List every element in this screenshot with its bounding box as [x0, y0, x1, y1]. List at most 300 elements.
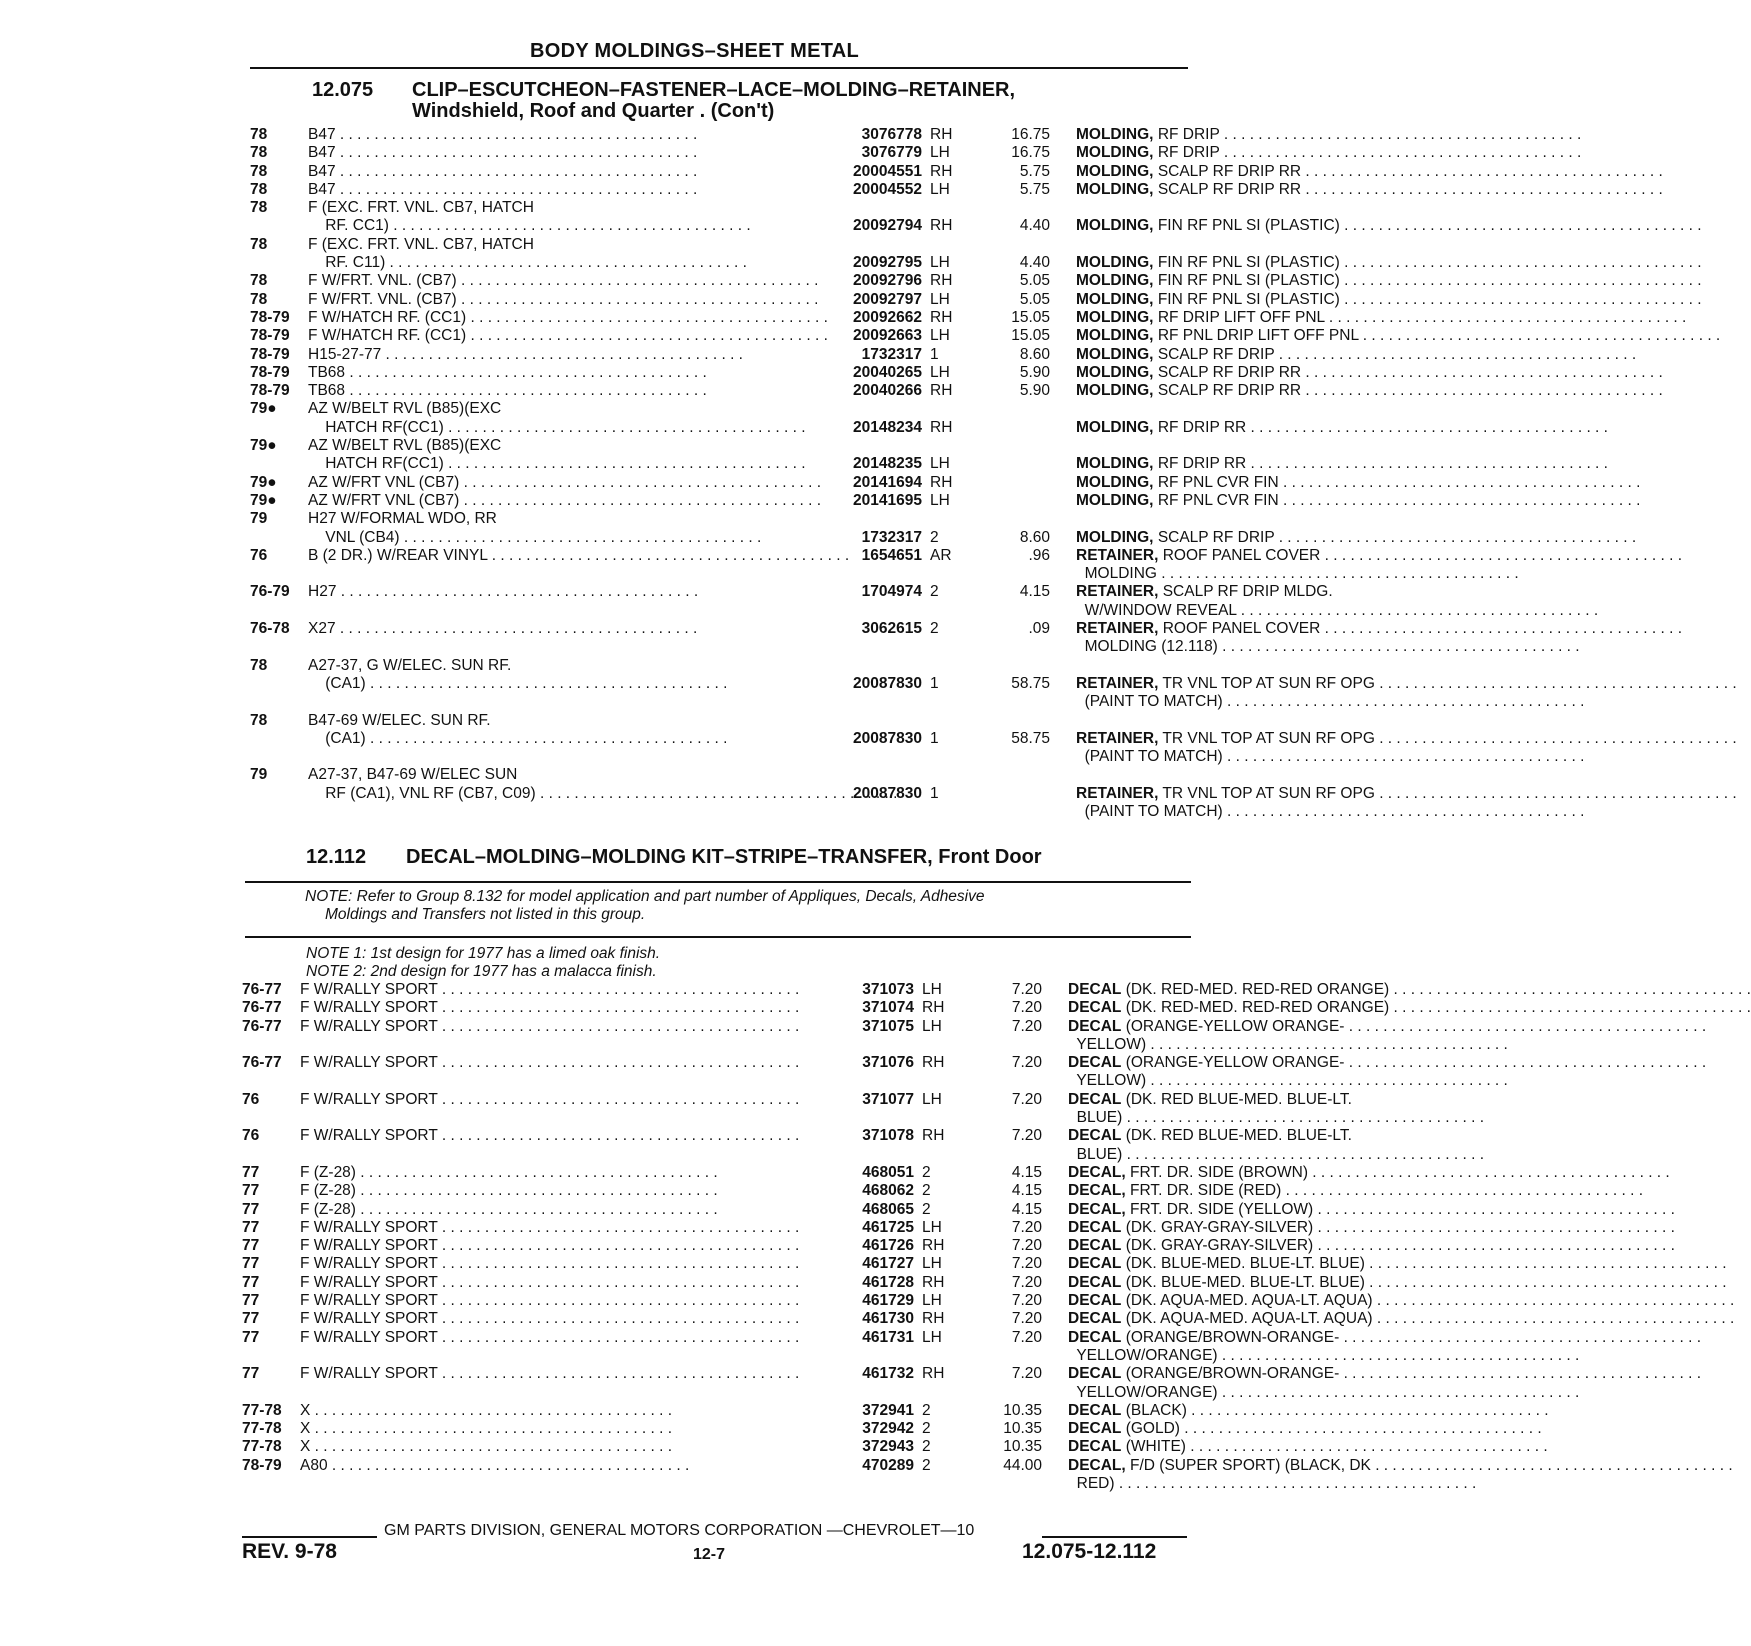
- part-number-cell: 20004551: [853, 162, 922, 180]
- quantity-cell: RH: [922, 1237, 945, 1255]
- footer-range: 12.075-12.112: [1022, 1540, 1157, 1563]
- year-cell: 78: [250, 290, 268, 308]
- year-cell: 78-79: [242, 1456, 282, 1474]
- description-cell: X . . .: [300, 1438, 816, 1456]
- price-cell: 7.20: [1011, 1054, 1042, 1072]
- quantity-cell: LH: [922, 1090, 942, 1108]
- table-row: [242, 1182, 1282, 1200]
- part-detail: FIN RF PNL SI (PLASTIC): [1157, 254, 1340, 272]
- part-detail: (DK. RED BLUE-MED. BLUE-LT.: [1125, 1090, 1352, 1108]
- year-cell: 77-78: [242, 1420, 282, 1438]
- part-name-cell: [1068, 1237, 1434, 1255]
- price-cell: 15.05: [1011, 327, 1050, 345]
- part-name-cell: [1076, 766, 1442, 784]
- description-cell: H15-27-77 . . .: [308, 346, 824, 364]
- part-name-cell: [1076, 309, 1442, 327]
- part-number-cell: 20141694: [853, 473, 922, 491]
- part-detail: (DK. AQUA-MED. AQUA-LT. AQUA): [1125, 1310, 1373, 1328]
- part-number-cell: 371075: [862, 1017, 914, 1035]
- part-name-cell: [1076, 217, 1442, 235]
- part-type: DECAL: [1068, 1328, 1122, 1346]
- price-cell: 5.75: [1019, 180, 1050, 198]
- part-detail: RF DRIP RR: [1157, 455, 1247, 473]
- part-name-cell: [1076, 785, 1442, 803]
- part-detail: SCALP RF DRIP RR: [1157, 180, 1302, 198]
- part-name-cell: [1068, 1164, 1434, 1182]
- part-name-cell: [1068, 981, 1434, 999]
- part-name-cell: [1068, 1201, 1434, 1219]
- part-detail: (DK. GRAY-GRAY-SILVER): [1125, 1237, 1314, 1255]
- part-name-cell: [1068, 1310, 1434, 1328]
- part-number-cell: 1654651: [861, 546, 922, 564]
- quantity-cell: LH: [930, 455, 950, 473]
- section-heading: CLIP–ESCUTCHEON–FASTENER–LACE–MOLDING–RETAINER,: [412, 79, 1016, 101]
- part-type: RETAINER,: [1076, 784, 1159, 802]
- table-row: [242, 1456, 1371, 1475]
- part-detail: RF DRIP: [1157, 144, 1220, 162]
- year-cell: 78: [250, 144, 268, 162]
- year-cell: 77: [242, 1200, 260, 1218]
- part-name-cell: [1068, 1018, 1434, 1036]
- description-cell: F W/RALLY SPORT . . .: [300, 1274, 816, 1292]
- section-subtitle: Windshield, Roof and Quarter . (Con't): [412, 100, 775, 122]
- part-name-cell: [1068, 1036, 1434, 1054]
- price-cell: 4.15: [1019, 583, 1050, 601]
- table-row: [242, 1146, 1182, 1164]
- description-cell: B47 . . .: [308, 181, 824, 199]
- price-cell: 5.05: [1019, 272, 1050, 290]
- quantity-cell: RH: [922, 999, 945, 1017]
- price-cell: 7.20: [1011, 1273, 1042, 1291]
- year-cell: 76-77: [242, 981, 282, 998]
- year-cell: 78-79: [250, 382, 290, 400]
- year-cell: 76-77: [242, 1054, 282, 1072]
- part-number-cell: 20087830: [853, 729, 922, 747]
- table-row: [242, 1017, 1345, 1036]
- note-rule-top: [245, 881, 1191, 883]
- part-detail: SCALP RF DRIP RR: [1157, 162, 1302, 180]
- year-cell: 79: [250, 766, 268, 784]
- table-row: [250, 363, 1302, 382]
- table-row: [250, 784, 1375, 803]
- quantity-cell: LH: [930, 363, 950, 381]
- part-type: MOLDING,: [1076, 382, 1154, 400]
- quantity-cell: 1: [930, 784, 939, 802]
- part-type: DECAL: [1068, 981, 1122, 998]
- part-detail: (ORANGE-YELLOW ORANGE-: [1125, 1054, 1345, 1072]
- part-number-cell: 20087830: [853, 784, 922, 802]
- part-type: DECAL: [1068, 1401, 1122, 1419]
- part-type: DECAL: [1068, 1420, 1122, 1438]
- part-number-cell: 461730: [862, 1310, 914, 1328]
- quantity-cell: LH: [922, 1017, 942, 1035]
- part-number-cell: 371076: [862, 1054, 914, 1072]
- quantity-cell: 2: [930, 528, 939, 546]
- part-detail: TR VNL TOP AT SUN RF OPG: [1162, 784, 1375, 802]
- table-row: [250, 199, 1190, 217]
- quantity-cell: 2: [922, 1200, 931, 1218]
- part-detail: (PAINT TO MATCH): [1080, 802, 1223, 820]
- part-name-cell: [1076, 529, 1442, 547]
- part-type: RETAINER,: [1076, 620, 1159, 638]
- part-type: DECAL: [1068, 1292, 1122, 1310]
- part-detail: (ORANGE/BROWN-ORANGE-: [1125, 1365, 1340, 1383]
- table-row: [250, 180, 1302, 199]
- design-note-1: NOTE 1: 1st design for 1977 has a limed oak finish.: [306, 945, 661, 962]
- part-number-cell: 371074: [862, 999, 914, 1017]
- part-number-cell: 20092795: [853, 254, 922, 272]
- part-name-cell: [1076, 400, 1442, 418]
- part-name-cell: [1068, 1255, 1434, 1273]
- quantity-cell: RH: [922, 1310, 945, 1328]
- price-cell: 44.00: [1003, 1456, 1042, 1474]
- part-number-cell: 461729: [862, 1292, 914, 1310]
- description-cell: F W/RALLY SPORT . . .: [300, 1329, 816, 1347]
- price-cell: 58.75: [1011, 674, 1050, 692]
- part-number-cell: 20040266: [853, 382, 922, 400]
- table-row: [250, 601, 1237, 620]
- part-detail: SCALP RF DRIP MLDG.: [1162, 583, 1333, 601]
- year-cell: 78: [250, 126, 268, 143]
- part-name-cell: [1076, 126, 1442, 144]
- part-detail: (DK. RED-MED. RED-RED ORANGE): [1125, 981, 1390, 998]
- part-detail: YELLOW/ORANGE): [1072, 1346, 1218, 1364]
- section-number: 12.112: [306, 846, 367, 868]
- part-name-cell: [1068, 1219, 1434, 1237]
- part-name-cell: [1068, 1054, 1434, 1072]
- description-cell: AZ W/BELT RVL (B85)(EXC: [308, 437, 502, 455]
- table-row: [250, 418, 1247, 437]
- table-row: [250, 620, 1321, 638]
- price-cell: 8.60: [1019, 528, 1050, 546]
- description-cell: H27 . . .: [308, 583, 824, 601]
- table-row: [242, 1054, 1345, 1072]
- part-name-cell: [1068, 1438, 1434, 1456]
- table-row: [250, 657, 1190, 675]
- year-cell: 76-78: [250, 620, 290, 638]
- part-name-cell: [1076, 510, 1442, 528]
- part-number-cell: 461732: [862, 1365, 914, 1383]
- part-detail: (GOLD): [1125, 1420, 1180, 1438]
- description-cell: AZ W/FRT VNL (CB7) . . .: [308, 474, 824, 492]
- table-row: [242, 1475, 1182, 1493]
- part-detail: (PAINT TO MATCH): [1080, 748, 1223, 766]
- year-cell: 77: [242, 1163, 260, 1181]
- description-cell: F W/FRT. VNL. (CB7) . . .: [308, 272, 824, 290]
- part-type: DECAL: [1068, 1127, 1122, 1145]
- part-detail: (DK. RED-MED. RED-RED ORANGE): [1125, 999, 1390, 1017]
- quantity-cell: RH: [930, 473, 953, 491]
- year-cell: 77: [242, 1237, 260, 1255]
- quantity-cell: RH: [930, 126, 953, 143]
- price-cell: 7.20: [1011, 1237, 1042, 1255]
- description-cell: F W/RALLY SPORT . . .: [300, 1127, 816, 1145]
- part-name-cell: [1076, 437, 1442, 455]
- table-row: [250, 546, 1321, 565]
- part-type: DECAL: [1068, 1054, 1122, 1072]
- part-detail: RF DRIP LIFT OFF PNL: [1157, 308, 1325, 326]
- description-cell: RF. C11) . . .: [308, 254, 824, 272]
- part-type: MOLDING,: [1076, 363, 1154, 381]
- description-cell: F W/RALLY SPORT . . .: [300, 1310, 816, 1328]
- table-row: [242, 1420, 1182, 1438]
- part-detail: FIN RF PNL SI (PLASTIC): [1157, 290, 1340, 308]
- price-cell: 7.20: [1011, 1255, 1042, 1273]
- price-cell: 16.75: [1011, 144, 1050, 162]
- footer-page-number: 12-7: [693, 1546, 726, 1563]
- year-cell: 78: [250, 272, 268, 290]
- price-cell: .96: [1028, 546, 1050, 564]
- part-name-cell: [1076, 730, 1442, 748]
- price-cell: .09: [1028, 620, 1050, 638]
- table-row: [250, 638, 1218, 656]
- year-cell: 78: [250, 711, 268, 729]
- quantity-cell: LH: [930, 180, 950, 198]
- part-name-cell: [1068, 1182, 1434, 1200]
- table-row: [250, 308, 1325, 327]
- quantity-cell: 2: [922, 1182, 931, 1200]
- part-name-cell: [1076, 492, 1442, 510]
- part-name-cell: [1076, 181, 1442, 199]
- part-detail: BLUE): [1072, 1145, 1123, 1163]
- part-number-cell: 20092663: [853, 327, 922, 345]
- description-cell: F (Z-28) . . .: [300, 1164, 816, 1182]
- part-type: MOLDING,: [1076, 308, 1154, 326]
- year-cell: 76-77: [242, 999, 282, 1017]
- table-row: [242, 1163, 1308, 1182]
- part-detail: (DK. GRAY-GRAY-SILVER): [1125, 1218, 1314, 1236]
- price-cell: 7.20: [1011, 1218, 1042, 1236]
- parts-table-12-112: [242, 981, 1390, 1493]
- quantity-cell: RH: [930, 382, 953, 400]
- part-number-cell: 1732317: [861, 345, 922, 363]
- quantity-cell: 1: [930, 729, 939, 747]
- price-cell: 5.90: [1019, 363, 1050, 381]
- part-name-cell: [1076, 419, 1442, 437]
- table-row: [250, 162, 1302, 181]
- table-row: [250, 400, 1190, 418]
- part-type: DECAL,: [1068, 1456, 1126, 1474]
- part-name-cell: [1076, 364, 1442, 382]
- price-cell: 5.05: [1019, 290, 1050, 308]
- part-type: MOLDING,: [1076, 217, 1154, 235]
- quantity-cell: RH: [922, 1054, 945, 1072]
- table-row: [242, 1273, 1365, 1292]
- table-row: [250, 729, 1375, 748]
- table-row: [242, 1036, 1182, 1054]
- year-cell: 76: [250, 546, 268, 564]
- description-cell: AZ W/BELT RVL (B85)(EXC: [308, 400, 502, 418]
- section-number: 12.075: [312, 79, 374, 101]
- part-detail: (DK. BLUE-MED. BLUE-LT. BLUE): [1125, 1273, 1365, 1291]
- price-cell: 7.20: [1011, 1017, 1042, 1035]
- part-number-cell: 1704974: [861, 583, 922, 601]
- table-row: [250, 455, 1247, 473]
- table-row: [242, 1255, 1365, 1273]
- quantity-cell: 2: [922, 1438, 931, 1456]
- part-name-cell: [1068, 1457, 1434, 1475]
- part-detail: RF PNL CVR FIN: [1157, 473, 1279, 491]
- table-row: [250, 766, 1190, 784]
- description-cell: F W/RALLY SPORT . . .: [300, 1255, 816, 1273]
- part-name-cell: [1068, 1329, 1434, 1347]
- year-cell: 77: [242, 1255, 260, 1273]
- description-cell: B47 . . .: [308, 163, 824, 181]
- description-cell: F W/RALLY SPORT . . .: [300, 1091, 816, 1109]
- part-detail: (PAINT TO MATCH): [1080, 693, 1223, 711]
- section-title-12-112: [306, 847, 1042, 868]
- part-type: DECAL,: [1068, 1163, 1126, 1181]
- table-row: [250, 674, 1375, 693]
- part-name-cell: [1076, 693, 1442, 711]
- table-row: [242, 1109, 1182, 1127]
- price-cell: 4.15: [1011, 1200, 1042, 1218]
- quantity-cell: RH: [922, 1127, 945, 1145]
- part-detail: YELLOW): [1072, 1035, 1147, 1053]
- table-row: [242, 1237, 1314, 1255]
- part-type: DECAL: [1068, 1017, 1122, 1035]
- part-number-cell: 461731: [862, 1328, 914, 1346]
- part-detail: W/WINDOW REVEAL: [1080, 601, 1237, 619]
- part-number-cell: 20092794: [853, 217, 922, 235]
- quantity-cell: LH: [922, 1292, 942, 1310]
- year-cell: 76: [242, 1090, 260, 1108]
- part-detail: RF DRIP: [1157, 126, 1220, 143]
- part-number-cell: 3062615: [861, 620, 922, 638]
- part-detail: FRT. DR. SIDE (YELLOW): [1130, 1200, 1314, 1218]
- page-header: BODY MOLDINGS–SHEET METAL: [530, 40, 860, 62]
- table-row: [250, 217, 1340, 235]
- year-cell: 77: [242, 1365, 260, 1383]
- part-type: RETAINER,: [1076, 546, 1159, 564]
- part-number-cell: 371078: [862, 1127, 914, 1145]
- part-type: MOLDING,: [1076, 180, 1154, 198]
- part-name-cell: [1068, 1274, 1434, 1292]
- price-cell: 16.75: [1011, 126, 1050, 143]
- quantity-cell: LH: [922, 1328, 942, 1346]
- part-detail: SCALP RF DRIP: [1157, 528, 1275, 546]
- part-name-cell: [1068, 1109, 1434, 1127]
- quantity-cell: LH: [930, 327, 950, 345]
- part-type: MOLDING,: [1076, 162, 1154, 180]
- year-cell: 78: [250, 162, 268, 180]
- part-name-cell: [1076, 455, 1442, 473]
- part-type: DECAL: [1068, 1438, 1122, 1456]
- footer-center: GM PARTS DIVISION, GENERAL MOTORS CORPORATION —CHEVROLET—10: [384, 1522, 975, 1539]
- year-cell: 77: [242, 1273, 260, 1291]
- table-row: [242, 1072, 1182, 1090]
- part-name-cell: [1068, 1292, 1434, 1310]
- design-notes: [306, 945, 660, 981]
- description-cell: A80 . . .: [300, 1457, 816, 1475]
- part-type: RETAINER,: [1076, 583, 1159, 601]
- part-name-cell: [1068, 1347, 1434, 1365]
- table-row: [250, 491, 1279, 510]
- table-row: [242, 1383, 1218, 1402]
- year-cell: 77-78: [242, 1438, 282, 1456]
- table-row: [242, 1292, 1373, 1310]
- description-cell: F W/RALLY SPORT . . .: [300, 981, 816, 999]
- description-cell: F W/HATCH RF. (CC1) . . .: [308, 327, 824, 345]
- description-cell: F W/RALLY SPORT . . .: [300, 1054, 816, 1072]
- price-cell: 7.20: [1011, 1328, 1042, 1346]
- part-name-cell: [1076, 474, 1442, 492]
- year-cell: 79●: [250, 400, 277, 418]
- part-detail: RF PNL CVR FIN: [1157, 491, 1279, 509]
- part-type: MOLDING,: [1076, 144, 1154, 162]
- part-name-cell: [1076, 748, 1442, 766]
- description-cell: RF (CA1), VNL RF (CB7, C09) . . .: [308, 785, 824, 803]
- description-cell: F W/RALLY SPORT . . .: [300, 1018, 816, 1036]
- description-cell: B47-69 W/ELEC. SUN RF.: [308, 711, 491, 729]
- description-cell: HATCH RF(CC1) . . .: [308, 455, 824, 473]
- part-name-cell: [1076, 803, 1442, 821]
- part-number-cell: 371073: [862, 981, 914, 998]
- part-number-cell: 20087830: [853, 674, 922, 692]
- description-cell: B47 . . .: [308, 126, 824, 144]
- price-cell: 5.90: [1019, 382, 1050, 400]
- part-number-cell: 461725: [862, 1218, 914, 1236]
- part-type: MOLDING,: [1076, 418, 1154, 436]
- quantity-cell: 2: [922, 1456, 931, 1474]
- part-detail: (WHITE): [1125, 1438, 1186, 1456]
- table-row: [250, 693, 1223, 711]
- part-name-cell: [1076, 675, 1442, 693]
- part-detail: MOLDING: [1080, 565, 1157, 583]
- table-row: [242, 1090, 1352, 1109]
- table-row: [242, 1401, 1187, 1420]
- table-row: [250, 437, 1190, 455]
- part-number-cell: 20092662: [853, 308, 922, 326]
- table-row: [250, 565, 1190, 583]
- year-cell: 79●: [250, 491, 277, 509]
- part-name-cell: [1068, 1127, 1434, 1145]
- table-row: [242, 1127, 1352, 1145]
- description-cell: AZ W/FRT VNL (CB7) . . .: [308, 492, 824, 510]
- table-row: [250, 345, 1275, 364]
- quantity-cell: RH: [930, 217, 953, 235]
- part-number-cell: 461726: [862, 1237, 914, 1255]
- header-rule: [250, 67, 1188, 69]
- table-row: [250, 583, 1333, 601]
- part-name-cell: [1076, 602, 1442, 620]
- table-row: [250, 126, 1220, 144]
- price-cell: 7.20: [1011, 1292, 1042, 1310]
- part-number-cell: 20040265: [853, 363, 922, 381]
- description-cell: (CA1) . . .: [308, 675, 824, 693]
- quantity-cell: 1: [930, 674, 939, 692]
- part-type: DECAL: [1068, 1273, 1122, 1291]
- quantity-cell: 2: [930, 620, 939, 638]
- description-cell: H27 W/FORMAL WDO, RR: [308, 510, 497, 528]
- quantity-cell: LH: [922, 1255, 942, 1273]
- part-detail: SCALP RF DRIP: [1157, 345, 1275, 363]
- price-cell: 4.40: [1019, 254, 1050, 272]
- part-type: RETAINER,: [1076, 729, 1159, 747]
- note-main: [305, 888, 985, 924]
- table-row: [250, 236, 1190, 254]
- year-cell: 76-77: [242, 1017, 282, 1035]
- part-name-cell: [1076, 547, 1442, 565]
- description-cell: HATCH RF(CC1) . . .: [308, 419, 824, 437]
- table-row: [250, 254, 1340, 272]
- part-detail: TR VNL TOP AT SUN RF OPG: [1162, 674, 1375, 692]
- part-type: RETAINER,: [1076, 674, 1159, 692]
- description-cell: F (Z-28) . . .: [300, 1182, 816, 1200]
- quantity-cell: RH: [922, 1365, 945, 1383]
- description-cell: F W/RALLY SPORT . . .: [300, 1365, 816, 1383]
- price-cell: 5.75: [1019, 162, 1050, 180]
